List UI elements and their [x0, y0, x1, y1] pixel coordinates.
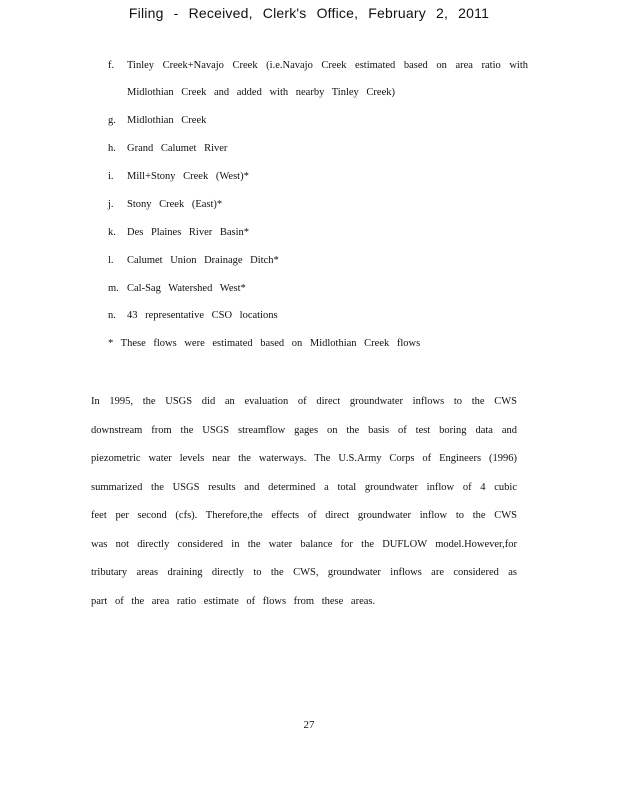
list-footnote: * These flows were estimated based on Midlothian Creek flows	[108, 338, 421, 349]
list-marker: m.	[108, 283, 119, 294]
list-item-l	[108, 247, 528, 274]
list-item-j	[108, 191, 528, 218]
list-item-text: 43 representative CSO locations	[127, 310, 278, 321]
list-item-text: Tinley Creek+Navajo Creek (i.e.Navajo Creek estimated based on area ratio with Midlothian Creek and added with nearby Tinley Creek)	[127, 60, 528, 98]
filing-header: Filing - Received, Clerk's Office, February 2, 2011	[128, 5, 490, 21]
list-item-text: Mill+Stony Creek (West)*	[127, 171, 249, 182]
list-marker: f.	[108, 60, 115, 71]
page-number: 27	[303, 719, 315, 731]
list-item-h	[108, 135, 528, 162]
list-item-n	[108, 302, 528, 329]
list-item-k	[108, 219, 528, 246]
list-marker: k.	[108, 227, 116, 238]
list-marker: i.	[108, 171, 114, 182]
list-marker: j.	[108, 199, 114, 210]
list-marker: h.	[108, 143, 116, 154]
list-item-text: Cal-Sag Watershed West*	[127, 283, 246, 294]
body-paragraph: In 1995, the USGS did an evaluation of direct groundwater inflows to the CWS downstream from the USGS streamflow gages on the basis of test boring data and piezometric water levels near the waterways. The U.S.Army Corps of Engineers (1996) summarized the USGS results and determined a total groundwater inflow of 4 cubic feet per second (cfs). Therefore,the effects of direct groundwater inflow to the CWS was not directly considered in the water balance for the DUFLOW model.However,for tributary areas draining directly to the CWS, groundwater inflows are considered as part of the area ratio estimate of flows from these areas.	[91, 396, 517, 607]
list-item-i	[108, 163, 528, 190]
list-item-text: Calumet Union Drainage Ditch*	[127, 255, 279, 266]
list-item-text: Stony Creek (East)*	[127, 199, 223, 210]
list-item-g	[108, 107, 528, 134]
list-item-m	[108, 275, 528, 302]
list-marker: l.	[108, 255, 114, 266]
list-item-f	[108, 52, 528, 106]
list-item-text: Des Plaines River Basin*	[127, 227, 250, 238]
list-item-text: Grand Calumet River	[127, 143, 228, 154]
list-marker: g.	[108, 115, 116, 126]
list-marker: n.	[108, 310, 116, 321]
list-item-text: Midlothian Creek	[127, 115, 207, 126]
